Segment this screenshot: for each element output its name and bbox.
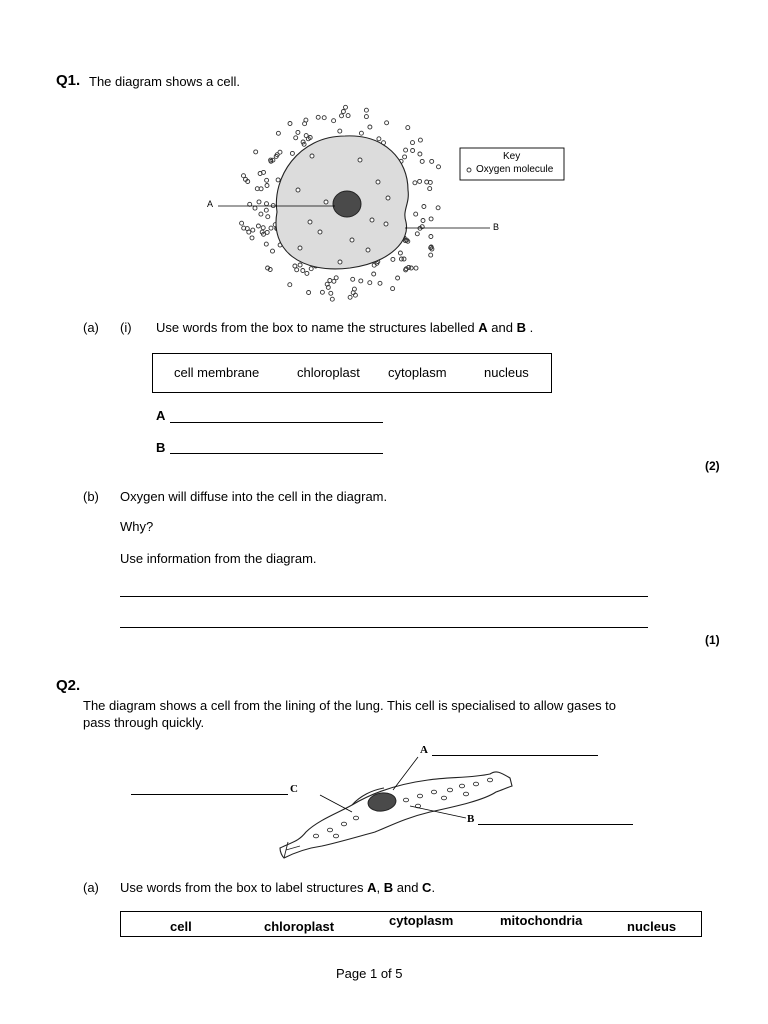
q1b-marks: (1) xyxy=(705,633,720,647)
mitochondrion xyxy=(447,788,452,792)
word-option: cell membrane xyxy=(174,365,260,380)
mitochondrion xyxy=(353,816,358,820)
page-number: Page 1 of 5 xyxy=(336,966,403,981)
q1a-sub-label: (i) xyxy=(120,320,132,335)
q2a-instruction-text: Use words from the box to label structures xyxy=(120,880,368,895)
q2a-instruction-end: . xyxy=(431,880,436,895)
q1a-instruction-a: A xyxy=(478,320,488,335)
q2-answer-c-line[interactable] xyxy=(131,794,288,795)
q2-intro-line1: The diagram shows a cell from the lining of the lung. This cell is specialised to allow gases to xyxy=(83,698,617,713)
q1-number: Q1. xyxy=(56,72,81,89)
q1a-marks: (2) xyxy=(705,459,720,473)
q1b-text: Oxygen will diffuse into the cell in the diagram. xyxy=(120,489,388,504)
mitochondrion xyxy=(473,782,478,786)
q2a-label: (a) xyxy=(83,880,99,895)
q2a-instruction xyxy=(120,880,435,895)
q1-answer-b-label: B xyxy=(156,440,166,455)
q1b-why: Why? xyxy=(120,519,154,534)
q1b-hint: Use information from the diagram. xyxy=(120,551,317,566)
q2-answer-a-line[interactable] xyxy=(432,755,598,756)
q2-diagram-label-a: A xyxy=(420,744,428,756)
mitochondrion xyxy=(459,784,464,788)
q2-intro-line2: pass through quickly. xyxy=(83,715,205,730)
mitochondrion xyxy=(403,798,408,802)
mitochondrion xyxy=(431,790,436,794)
word-option: nucleus xyxy=(484,365,529,380)
q2-diagram-label-b: B xyxy=(467,813,475,825)
mitochondrion xyxy=(341,822,346,826)
mitochondrion xyxy=(327,828,332,832)
mitochondrion xyxy=(417,794,422,798)
q2a-instruction-c: C xyxy=(422,880,432,895)
mitochondrion xyxy=(441,796,446,800)
word-option: cell xyxy=(170,919,192,934)
word-option: chloroplast xyxy=(264,919,335,934)
q2-number: Q2. xyxy=(56,677,81,694)
q2a-instruction-sep1: , xyxy=(376,880,384,895)
q1a-label: (a) xyxy=(83,320,99,335)
q1b-label: (b) xyxy=(83,489,99,504)
q2-diagram-label-c: C xyxy=(290,783,298,795)
q2-word-box xyxy=(120,911,702,937)
q2-label-c-pointer xyxy=(320,795,352,812)
word-option: cytoplasm xyxy=(388,365,447,380)
q1-answer-a-label: A xyxy=(156,408,166,423)
q1a-instruction-b: B xyxy=(516,320,526,335)
q1a-instruction-and: and xyxy=(487,320,517,335)
q2a-instruction-a: A xyxy=(367,880,377,895)
word-option: cytoplasm xyxy=(389,913,454,928)
q1a-instruction-text: Use words from the box to name the structures labelled xyxy=(156,320,479,335)
q2-answer-b-line[interactable] xyxy=(478,824,633,825)
q1-diagram-label-b: B xyxy=(493,222,500,232)
q2a-instruction-sep2: and xyxy=(393,880,423,895)
mitochondrion xyxy=(487,778,492,782)
word-option: nucleus xyxy=(627,919,677,934)
word-option: mitochondria xyxy=(500,913,583,928)
key-item: Oxygen molecule xyxy=(476,164,554,175)
mitochondrion xyxy=(333,834,338,838)
q1-intro: The diagram shows a cell. xyxy=(89,74,241,89)
mitochondrion xyxy=(313,834,318,838)
mitochondrion xyxy=(463,792,468,796)
q1a-instruction-end: . xyxy=(525,320,534,335)
word-option: chloroplast xyxy=(297,365,360,380)
key-title: Key xyxy=(503,151,521,162)
q2a-instruction-b: B xyxy=(383,880,394,895)
q1-diagram-label-a: A xyxy=(207,199,214,209)
